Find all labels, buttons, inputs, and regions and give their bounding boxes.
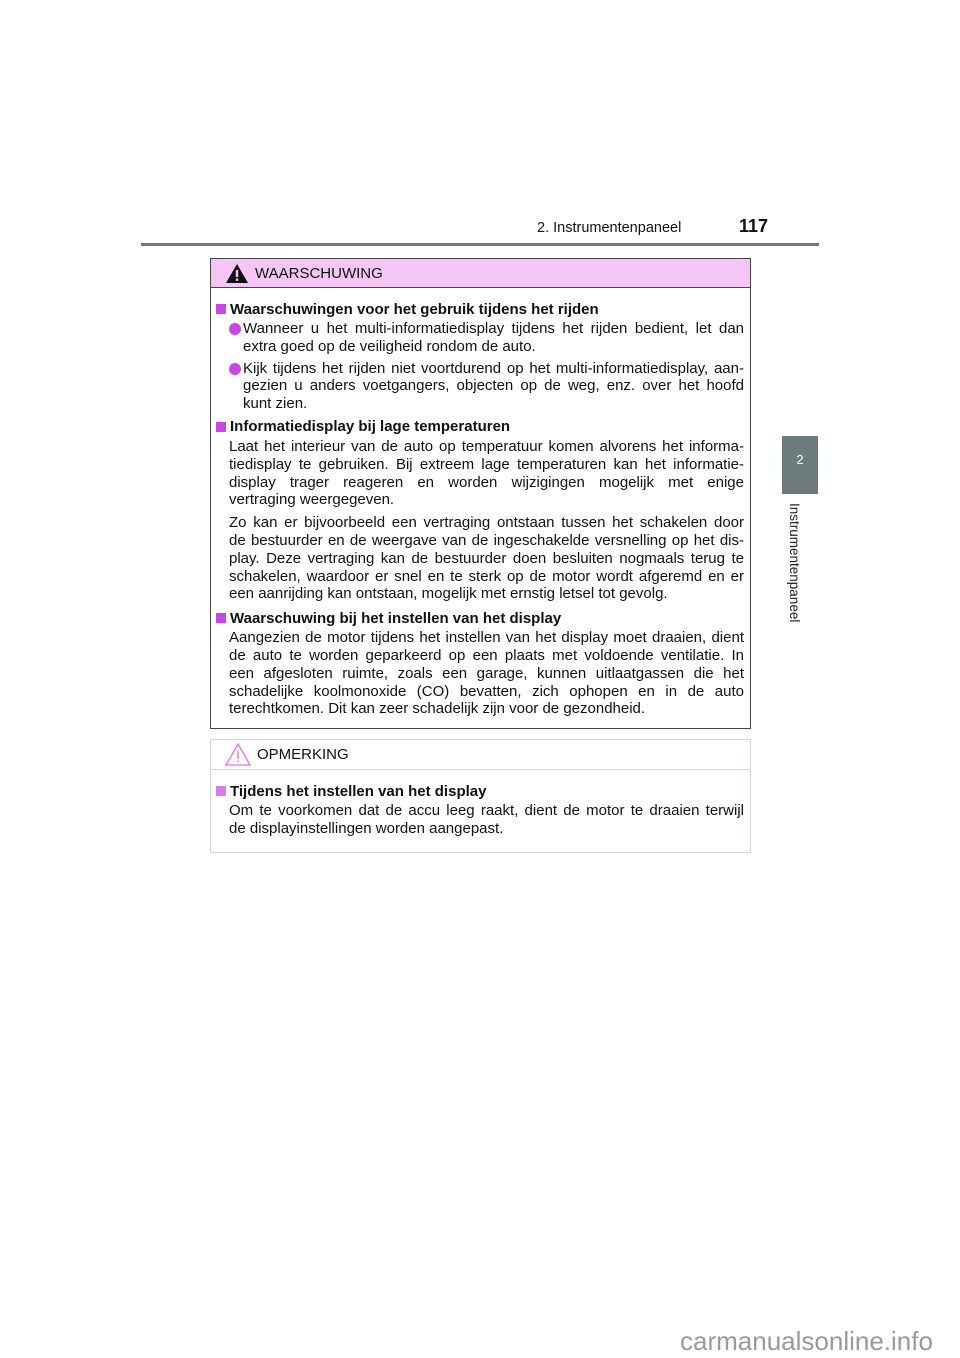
text-line: gezien u anders voetgangers, objecten op de weg, enz. over het hoofd [243, 377, 744, 395]
text-line: Aangezien de motor tijdens het instellen van het display moet draaien, dient [229, 629, 744, 647]
chapter-tab[interactable]: 2 [782, 436, 818, 494]
notice-header [211, 740, 750, 770]
text-line: een aanrijding kan ontstaan, mogelijk met ernstig letsel tot gevolg. [229, 585, 668, 603]
square-bullet-icon [216, 304, 226, 314]
text-line: de displayinstellingen worden aangepast. [229, 819, 504, 837]
notice-title: OPMERKING [257, 746, 349, 763]
warning-header [211, 259, 750, 288]
text-line: display trager reageren en worden wijzigingen mogelijk met enige [229, 473, 744, 491]
warning-icon [225, 263, 249, 284]
text-line: schakelen, waardoor er snel en te sterk op de motor wordt afgeremd en er [229, 567, 744, 585]
bullet-item [216, 360, 744, 413]
watermark: carmanualsonline.info [680, 1326, 933, 1356]
text-line: Kijk tijdens het rijden niet voortdurend op het multi-informatiedisplay, aan- [243, 359, 744, 377]
section-heading [216, 417, 744, 437]
warning-title: WAARSCHUWING [255, 264, 383, 282]
text-line: Laat het interieur van de auto op temperatuur komen alvorens het informa- [229, 437, 744, 455]
section-heading-text: Tijdens het instellen van het display [230, 782, 487, 800]
text-line: schadelijke koolmonoxide (CO) bevatten, zich ophopen en in de auto [229, 682, 744, 700]
section-title: 2. Instrumentenpaneel [537, 220, 682, 236]
text-line: extra goed op de veiligheid rondom de auto. [243, 337, 536, 355]
square-bullet-icon [216, 422, 226, 432]
square-bullet-icon [216, 786, 226, 796]
text-line: Zo kan er bijvoorbeeld een vertraging ontstaan tussen het schakelen door [229, 514, 744, 532]
page-number: 117 [739, 216, 769, 236]
notice-box [210, 739, 751, 853]
text-line: de bestuurder en de weergave van de ingeschakelde versnelling op het dis- [229, 531, 744, 549]
text-line: een afgesloten ruimte, zoals een garage, kunnen uitlaatgassen die het [229, 664, 744, 682]
text-line: tiedisplay te gebruiken. Bij extreem lage temperaturen kan het informatie- [229, 455, 744, 473]
bullet-item [216, 320, 744, 356]
warning-content [211, 288, 750, 718]
chapter-label: Instrumentenpaneel [787, 503, 802, 623]
text-line: Wanneer u het multi-informatiedisplay tijdens het rijden bedient, let dan [243, 320, 744, 337]
circle-bullet-icon [229, 323, 241, 335]
text-line: de auto te worden geparkeerd op een plaats met voldoende ventilatie. In [229, 646, 744, 664]
text-line: kunt zien. [243, 395, 308, 413]
circle-bullet-icon [229, 363, 241, 375]
square-bullet-icon [216, 613, 226, 623]
text-line: Om te voorkomen dat de accu leeg raakt, dient de motor te draaien terwijl [229, 802, 744, 819]
paragraph [216, 629, 744, 718]
section-heading [216, 608, 744, 628]
section-heading [216, 299, 744, 319]
paragraph [216, 438, 744, 509]
text-line: vertraging weergegeven. [229, 491, 395, 509]
text-line: play. Deze vertraging kan de bestuurder doen besluiten nogmaals terug te [229, 549, 744, 567]
section-heading [216, 781, 744, 801]
section-heading-text: Waarschuwing bij het instellen van het display [230, 609, 562, 627]
header-rule [141, 243, 819, 246]
text-line: terechtkomen. Dit kan zeer schadelijk zijn voor de gezondheid. [229, 700, 646, 718]
warning-box [210, 258, 751, 729]
section-heading-text: Waarschuwingen voor het gebruik tijdens het rijden [230, 300, 599, 318]
paragraph [216, 802, 744, 838]
caution-icon [225, 743, 251, 766]
notice-content [211, 770, 750, 838]
paragraph [216, 514, 744, 603]
section-heading-text: Informatiedisplay bij lage temperaturen [230, 418, 511, 436]
